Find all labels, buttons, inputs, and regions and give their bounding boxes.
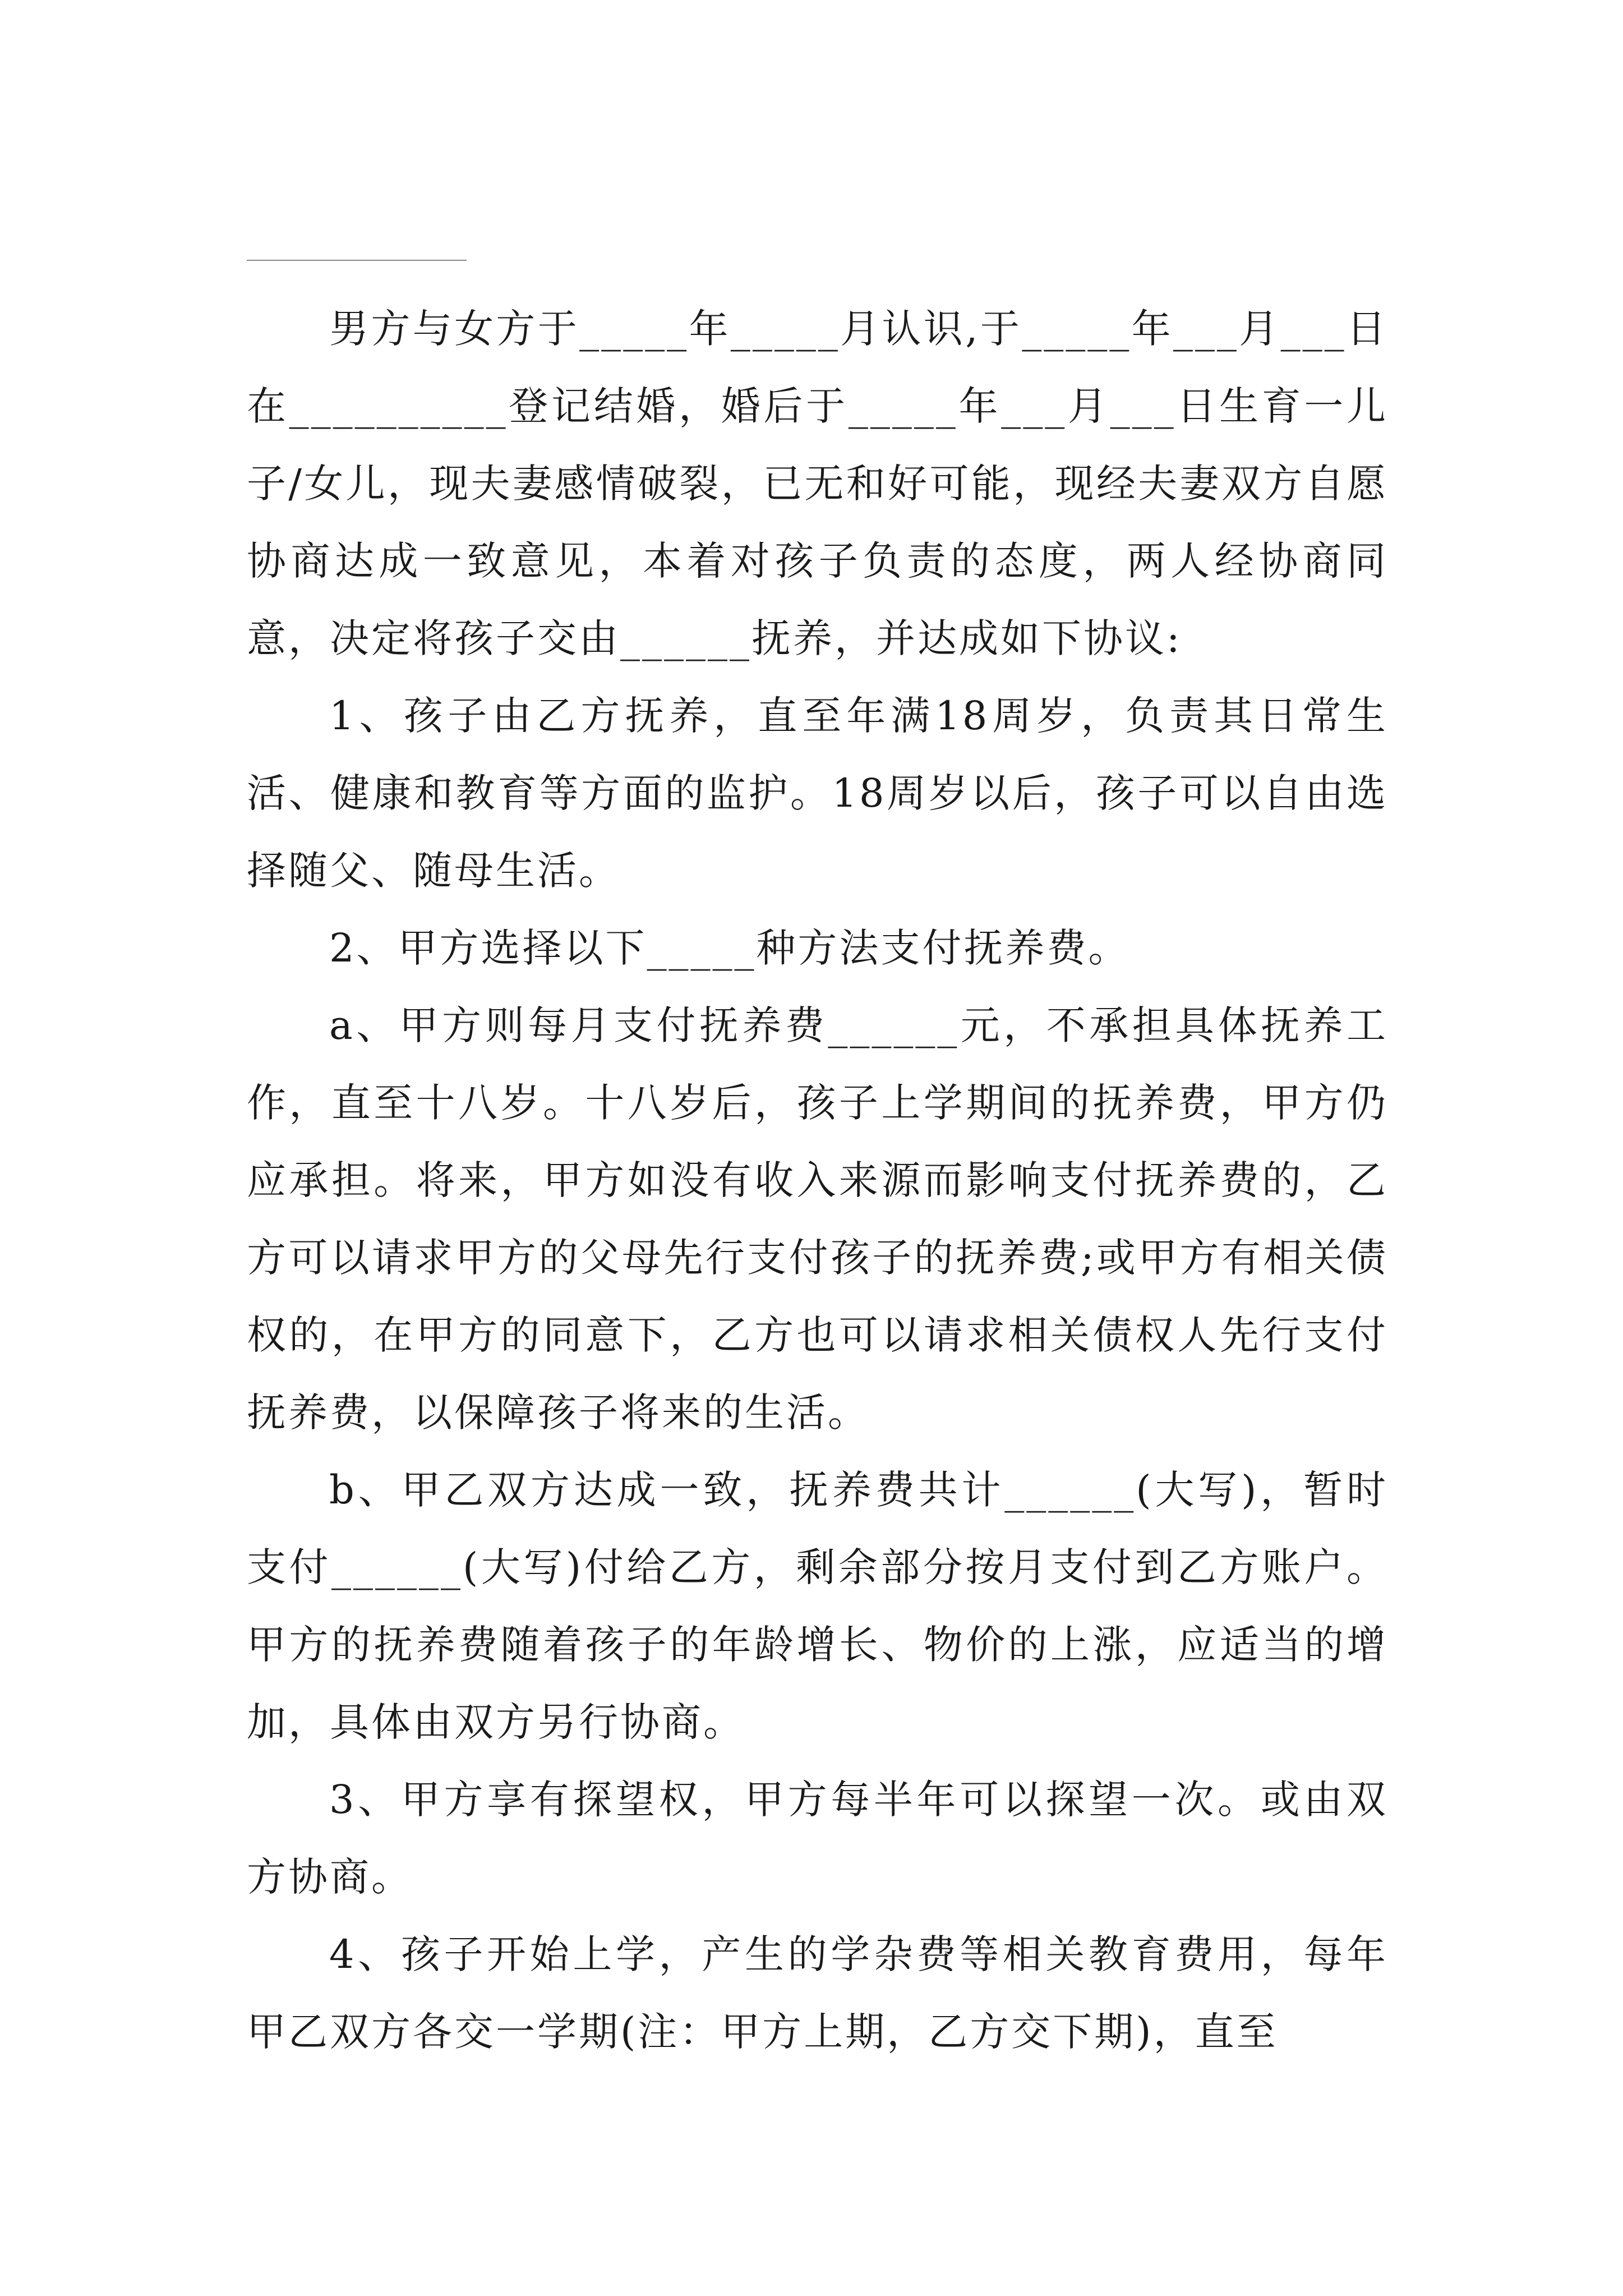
paragraph-clause-3: 3、甲方享有探望权，甲方每半年可以探望一次。或由双方协商。 bbox=[247, 1777, 1388, 1900]
paragraph-clause-2b: b、甲乙双方达成一致，抚养费共计______(大写)，暂时支付______(大写)付给乙方，剩余部分按月支付到乙方账户。甲方的抚养费随着孩子的年龄增长、物价的上涨，应适当的增加，具体由双方另行协商。 bbox=[247, 1467, 1388, 1745]
paragraph-clause-4: 4、孩子开始上学，产生的学杂费等相关教育费用，每年甲乙双方各交一学期(注：甲方上期，乙方交下期)，直至 bbox=[247, 1931, 1388, 2055]
paragraph-clause-1: 1、孩子由乙方抚养，直至年满18周岁，负责其日常生活、健康和教育等方面的监护。18周岁以后，孩子可以自由选择随父、随母生活。 bbox=[247, 693, 1388, 894]
paragraph-intro: 男方与女方于_____年_____月认识,于_____年___月___日在__________登记结婚，婚后于_____年___月___日生育一儿子/女儿，现夫妻感情破裂，已无和好可能，现经夫妻双方自愿协商达成一致意见，本着对孩子负责的态度，两人经协商同意，决定将孩子交由______抚养，并达成如下协议: bbox=[247, 306, 1388, 661]
paragraph-clause-2a: a、甲方则每月支付抚养费______元，不承担具体抚养工作，直至十八岁。十八岁后，孩子上学期间的抚养费，甲方仍应承担。将来，甲方如没有收入来源而影响支付抚养费的，乙方可以请求甲方的父母先行支付孩子的抚养费;或甲方有相关债权的，在甲方的同意下，乙方也可以请求相关债权人先行支付抚养费，以保障孩子将来的生活。 bbox=[247, 1002, 1388, 1435]
paragraph-clause-2: 2、甲方选择以下_____种方法支付抚养费。 bbox=[329, 925, 1130, 971]
document-body bbox=[247, 290, 1388, 2070]
header-rule bbox=[247, 260, 467, 261]
